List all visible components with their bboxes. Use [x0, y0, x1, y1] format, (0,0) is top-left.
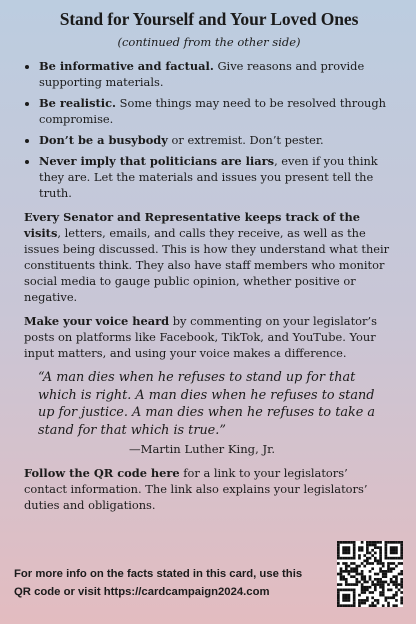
senators-paragraph: [24, 209, 394, 305]
qr-code-icon[interactable]: [337, 541, 403, 607]
card-subtitle: (continued from the other side): [117, 35, 301, 49]
list-item: [39, 58, 394, 90]
quote-attribution: —Martin Luther King, Jr.: [129, 442, 276, 456]
tips-list: [24, 58, 394, 201]
paragraph-lead: Make your voice heard: [24, 314, 170, 328]
list-item: [39, 153, 394, 201]
qr-code-graphic: [337, 541, 403, 607]
tip-text: Give reasons and provide supporting materials.: [39, 59, 365, 89]
footer-line: For more info on the facts stated in this card, use this: [14, 568, 303, 580]
tip-text: , even if you think they are. Let the materials and issues you present tell the truth.: [39, 154, 378, 200]
paragraph-text: , letters, emails, and calls they receive, as well as the issues being discussed. This is how they understand what their constituents think. They also have staff members who monitor social media to gauge public opinion, whether positive or negative.: [24, 226, 390, 304]
mlk-quote: [38, 369, 394, 457]
footer-note: [14, 565, 334, 601]
tip-text: or extremist. Don’t pester.: [167, 133, 324, 147]
tip-heading: Don’t be a busybody: [39, 133, 168, 147]
tip-heading: Never imply that politicians are liars: [39, 154, 275, 168]
list-item: [39, 132, 394, 148]
paragraph-text: for a link to your legislators’ contact information. The link also explains your legislators’ duties and obligations.: [24, 466, 368, 512]
voice-paragraph: [24, 313, 394, 361]
list-item: [39, 95, 394, 127]
paragraph-lead: Follow the QR code here: [24, 466, 180, 480]
qr-paragraph: [24, 465, 394, 513]
paragraph-lead: Every Senator and Representative keeps track of the visits: [24, 210, 361, 240]
footer-line: QR code or visit https://cardcampaign2024.com: [14, 586, 270, 598]
quote-text: “A man dies when he refuses to stand up for that which is right. A man dies when he refuses to stand up for justice. A man dies when he refuses to take a stand for that which is true.”: [38, 370, 376, 438]
card-title: Stand for Yourself and Your Loved Ones: [59, 9, 359, 29]
paragraph-text: by commenting on your legislator’s posts on platforms like Facebook, TikTok, and YouTube. Your input matters, and using your voice makes a difference.: [24, 314, 377, 360]
tip-heading: Be informative and factual.: [39, 59, 214, 73]
tip-heading: Be realistic.: [39, 96, 117, 110]
tip-text: Some things may need to be resolved through compromise.: [39, 96, 387, 126]
